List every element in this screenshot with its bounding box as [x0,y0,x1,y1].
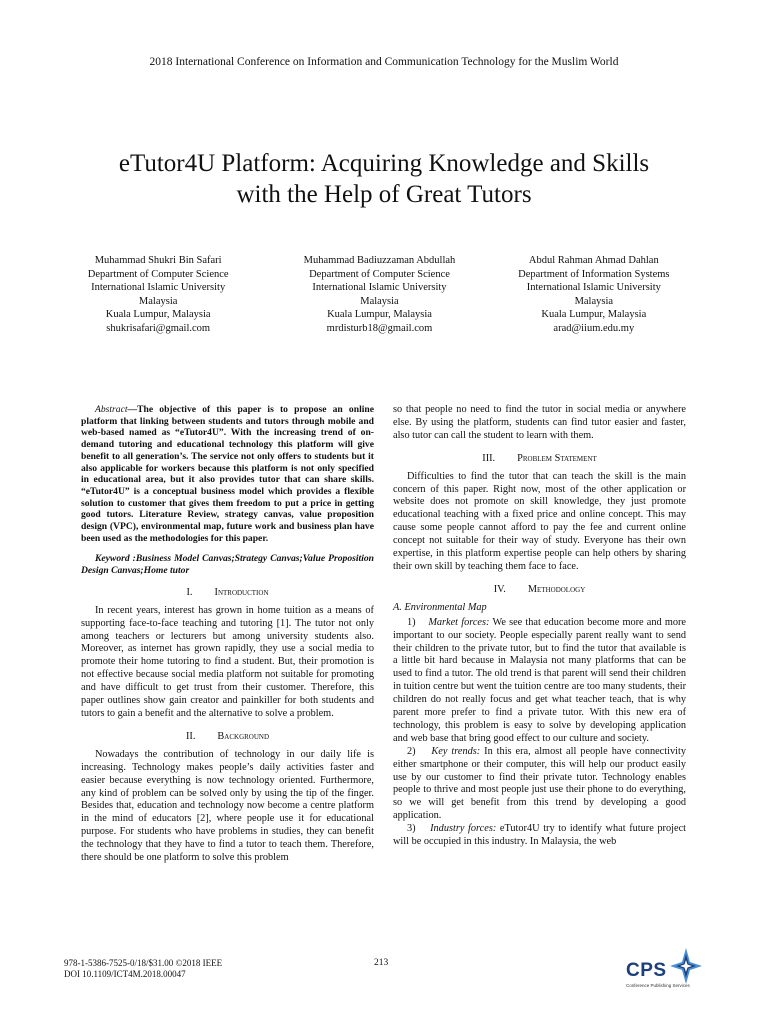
author-city: Kuala Lumpur, Malaysia [541,309,647,321]
cps-logo [624,948,704,1004]
logo-text: CPS [626,960,667,981]
paper-title [60,148,708,210]
author-country: Malaysia [574,295,614,307]
abstract-text: —The objective of this paper is to propose an online platform that linking between students and tutors through mobile and web-based named as “eTutor4U”. With the increasing trend of on-demand tutoring and educational technology this platform will give benefit to all generation’s. The service not only offers to students but it also applicable for workers because this platform is not only specified in educational area, but it also provides tutor that can share skills. “eTutor4U” is a conceptual business model which provides a flexible solution to customer that gives them freedom to put a price in getting good tutors. Literature Review, strategy canvas, value proposition design (VPC), environmental map, future work and business plan have been used as the methodologies for this paper. [81,404,374,544]
author-dept: Department of Computer Science [87,268,229,280]
section-heading-introduction: I. Introduction [186,586,269,598]
author-email: arad@iium.edu.my [553,322,635,334]
conference-header: 2018 International Conference on Information and Communication Technology for the Muslim World [149,56,619,68]
section-heading-methodology: IV. Methodology [493,583,586,595]
author-dept: Department of Computer Science [309,268,450,280]
market-forces-paragraph: 1) Market forces: We see that education become more and more important to our society. People especially parent really want to send their children to the private tutor, but to find the tutor that available is a little bit hard because in Malaysia not many platforms that can be used to find a tutor. The old trend is that parent will send their children in tuition centre but went the tuition centre are too many students, their children do not really focus and get what teacher teach, that is why parent more prefer to find a private tutor. With this new era of technology, this problem is easy to solve by developing application and web base that bring good effect to our culture and society. [393,616,687,744]
problem-statement-paragraph: Difficulties to find the tutor that can teach the skill is the main concern of this paper. Right now, most of the other application or website does not promote on skill knowledge, they just promote educational teaching with a fixed price and online concept. This may cause some people cannot afford to pay the fee and current online concept not suitable for their way of study. Everyone has their own expertise, in this platform expertise people can help others by sharing their own skill by teaching them face to face. [393,470,686,572]
author-university: International Islamic University [91,282,226,294]
logo-subtitle: Conference Publishing Services [626,983,690,988]
key-trends-paragraph: 2) Key trends: In this era, almost all people have connectivity either smartphone or their computer, this will help our product easily use by our customer to find their private tutor. Technology enables people to thrive and most people just use their phone to do everything, so we will get benefit from this trend by developing a good application. [393,745,686,822]
author-2 [265,254,493,336]
isbn-line: 978-1-5386-7525-0/18/$31.00 ©2018 IEEE [64,958,223,968]
author-country: Malaysia [138,295,178,307]
author-name: Muhammad Badiuzzaman Abdullah [303,255,456,266]
author-name: Muhammad Shukri Bin Safari [94,255,222,266]
footer-identifiers [64,958,222,980]
doi-line: DOI 10.1109/ICT4M.2018.00047 [64,969,186,979]
author-email: shukrisafari@gmail.com [106,322,211,334]
left-column [81,404,374,865]
abstract-lead: Abstract [95,404,128,415]
page-number: 213 [374,958,389,968]
author-3 [480,254,708,336]
author-city: Kuala Lumpur, Malaysia [105,309,211,321]
background-paragraph: Nowadays the contribution of technology in our daily life is increasing. Technology makes people’s daily activities faster and easier because everything is now technology oriented. Furthermore, any kind of problem can be solved only by using the tip of the finger. Besides that, education and technology now become a centre platform in the mind of educators [2], where people use it for educational purpose. For students who have problems in studies, they can benefit the technology that they have to find a tutor to teach them. Therefore, there should be one platform to solve this problem [81,748,374,864]
title-line-1: eTutor4U Platform: Acquiring Knowledge and Skills [118,150,650,177]
industry-forces-paragraph: 3) Industry forces: eTutor4U try to identify what future project will be occupied in this industry. In Malaysia, the web [393,823,687,848]
author-block [60,254,708,336]
background-paragraph-continued: so that people no need to find the tutor in social media or anywhere else. By using the platform, students can find tutor easier and faster, also tutor can call the student to learn with them. [393,404,686,441]
author-university: International Islamic University [312,282,447,294]
title-line-2: with the Help of Great Tutors [236,181,532,208]
keywords: Keyword :Business Model Canvas;Strategy Canvas;Value Proposition Design Canvas;Home tutor [81,553,374,577]
author-university: International Islamic University [526,282,661,294]
abstract [81,404,374,544]
compass-star-icon [670,948,702,984]
subsection-environmental-map: A. Environmental Map [393,601,487,613]
author-dept: Department of Information Systems [518,268,670,280]
right-column [393,404,686,849]
author-email: mrdisturb18@gmail.com [326,322,433,334]
author-city: Kuala Lumpur, Malaysia [327,309,432,321]
author-1 [44,254,272,336]
section-heading-background: II. Background [185,730,270,742]
introduction-paragraph: In recent years, interest has grown in home tuition as a means of supporting face-to-face teaching and tutoring [1]. The tutor not only among teachers or lecturers but among university students also. Moreover, as internet has grown rapidly, they use a social media to promote their home tutoring to find a student. But, their promotion is not effective because social media platform not suitable for promoting and have difficult to get trust from their customer. Therefore, this paper outlines show gain creator and painkiller for both students and tutors to gain a benefit and the alternative to solve a problem. [81,604,374,719]
author-name: Abdul Rahman Ahmad Dahlan [528,255,659,266]
section-heading-problem-statement: III. Problem Statement [482,452,597,464]
author-country: Malaysia [360,295,399,307]
